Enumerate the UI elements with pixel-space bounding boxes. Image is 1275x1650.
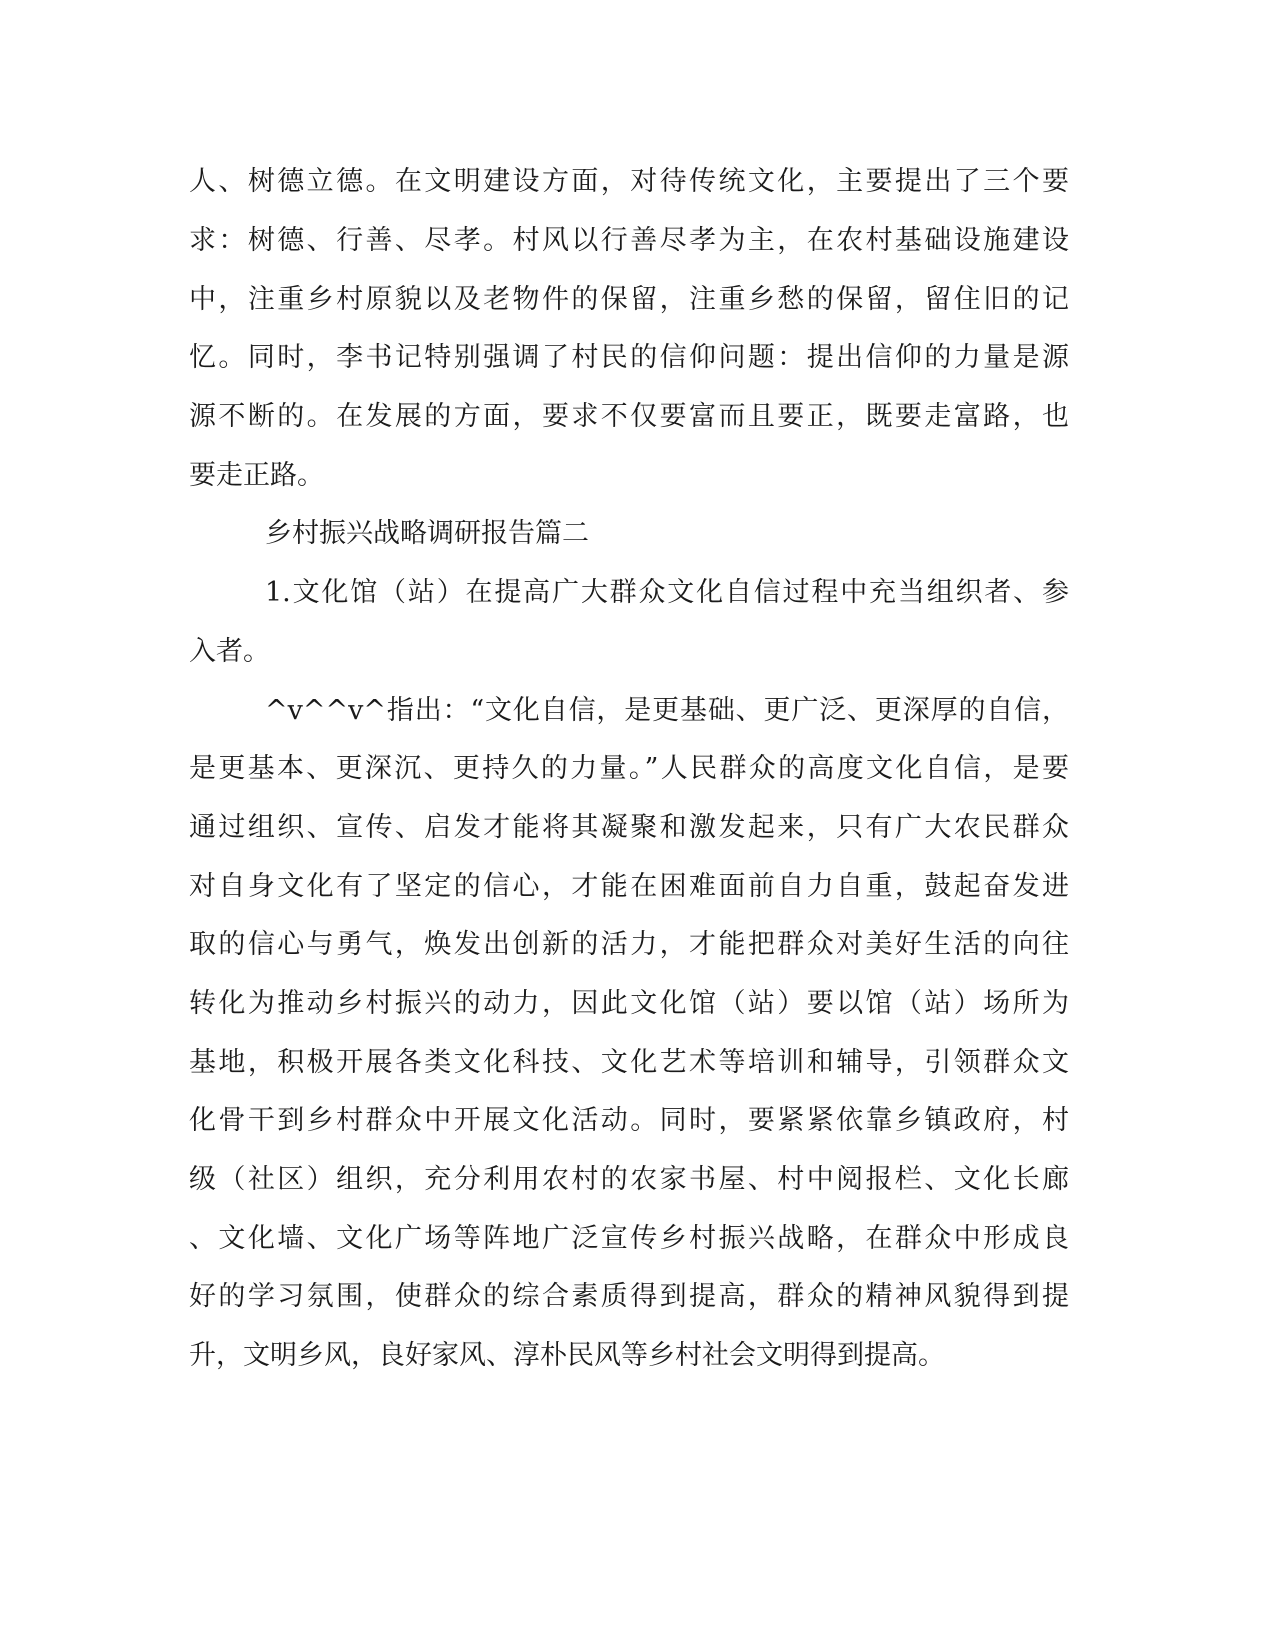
paragraph-line: 入者。 [189,636,270,667]
paragraph-line: ^v^^v^指出：“文化自信，是更基础、更广泛、更深厚的自信， [265,695,1069,726]
paragraph-line: 升，文明乡风，良好家风、淳朴民风等乡村社会文明得到提高。 [189,1340,945,1371]
paragraph-line: 1.文化馆（站）在提高广大群众文化自信过程中充当组织者、参 [265,577,1069,608]
paragraph-line: 化骨干到乡村群众中开展文化活动。同时，要紧紧依靠乡镇政府，村 [189,1105,1069,1136]
section-heading: 乡村振兴战略调研报告篇二 [265,518,589,549]
paragraph-line: 取的信心与勇气，焕发出创新的活力，才能把群众对美好生活的向往 [189,929,1069,960]
paragraph-line: 、文化墙、文化广场等阵地广泛宣传乡村振兴战略，在群众中形成良 [189,1223,1069,1254]
paragraph-line: 人、树德立德。在文明建设方面，对待传统文化，主要提出了三个要 [189,166,1069,197]
paragraph-line: 源不断的。在发展的方面，要求不仅要富而且要正，既要走富路，也 [189,401,1069,432]
paragraph-line: 求：树德、行善、尽孝。村风以行善尽孝为主，在农村基础设施建设 [189,225,1069,256]
paragraph-line: 通过组织、宣传、启发才能将其凝聚和激发起来，只有广大农民群众 [189,812,1069,843]
paragraph-line: 好的学习氛围，使群众的综合素质得到提高，群众的精神风貌得到提 [189,1281,1069,1312]
paragraph-line: 中，注重乡村原貌以及老物件的保留，注重乡愁的保留，留住旧的记 [189,284,1069,315]
paragraph-line: 基地，积极开展各类文化科技、文化艺术等培训和辅导，引领群众文 [189,1047,1069,1078]
paragraph-line: 转化为推动乡村振兴的动力，因此文化馆（站）要以馆（站）场所为 [189,988,1069,1019]
paragraph-line: 对自身文化有了坚定的信心，才能在困难面前自力自重，鼓起奋发进 [189,871,1069,902]
paragraph-line: 级（社区）组织，充分利用农村的农家书屋、村中阅报栏、文化长廊 [189,1164,1069,1195]
paragraph-line: 要走正路。 [189,460,324,491]
paragraph-line: 是更基本、更深沉、更持久的力量。”人民群众的高度文化自信，是要 [189,753,1069,784]
paragraph-line: 忆。同时，李书记特别强调了村民的信仰问题：提出信仰的力量是源 [189,342,1069,373]
